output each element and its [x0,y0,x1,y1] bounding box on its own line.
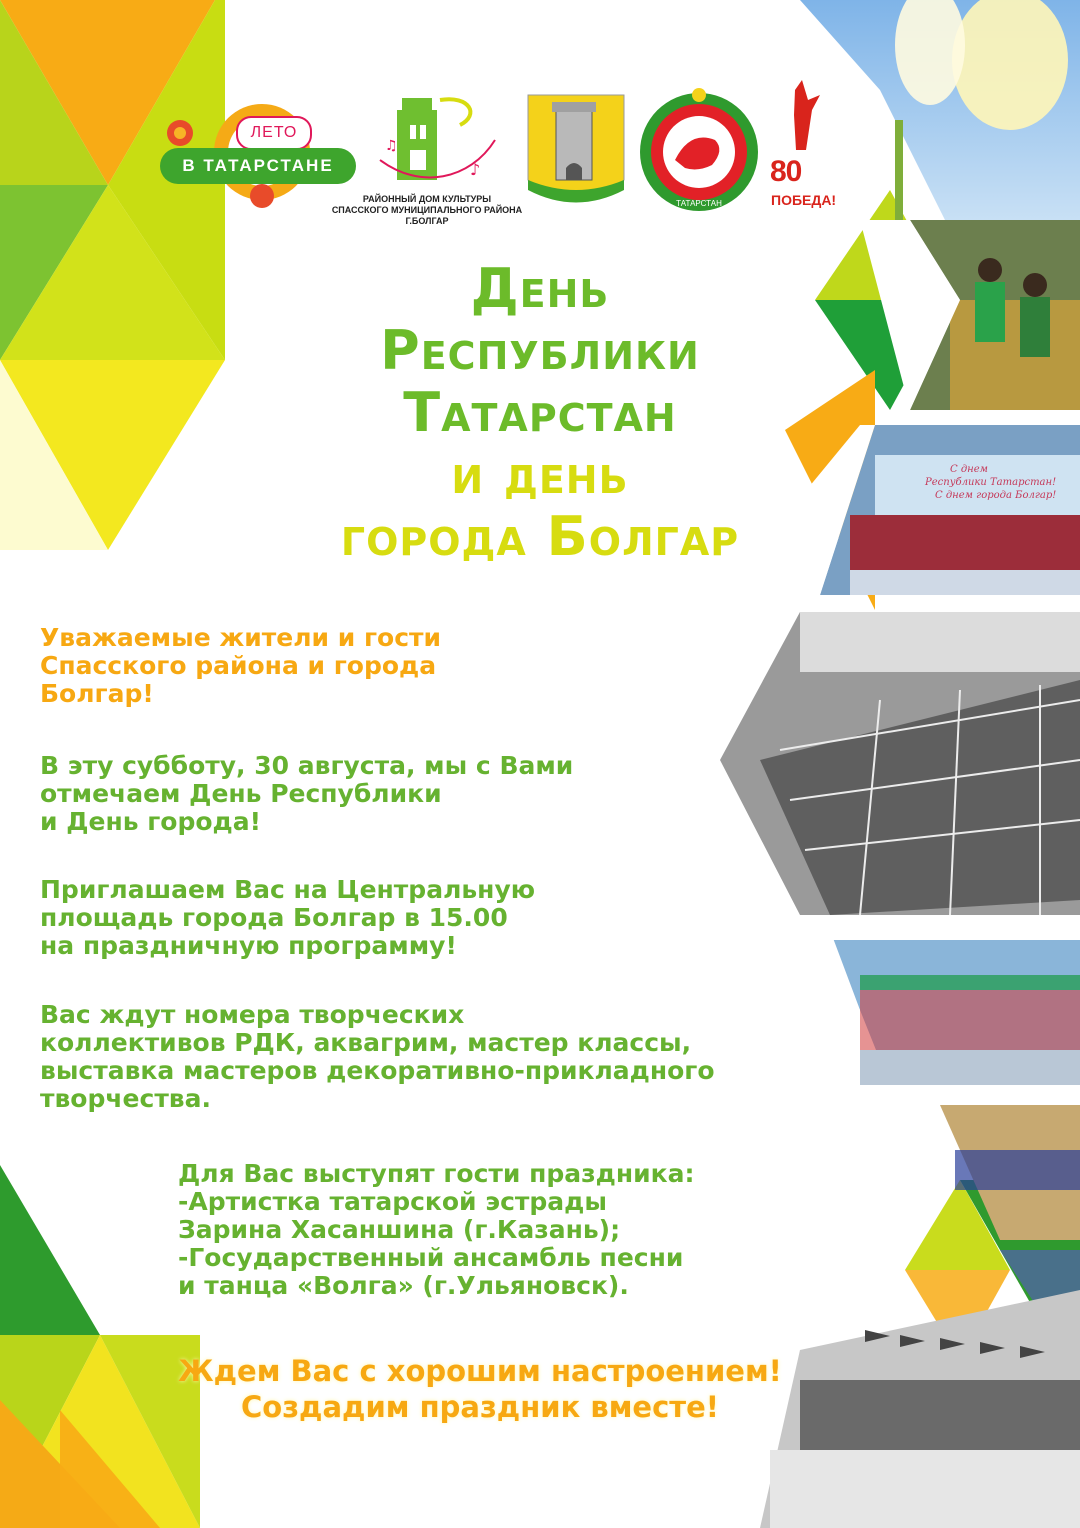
invite-paragraph: Приглашаем Вас на Центральную площадь города Болгар в 15.00 на праздничную программу! [40,875,536,960]
title-line-5: города Болгар [340,505,740,568]
photo-banner-text-1: С днем [950,464,988,475]
tatarstan-emblem [640,88,758,211]
title-line-1: День [470,257,610,320]
leto-badge: ЛЕТО [236,116,312,150]
photo-banner-text-3: С днем города Болгар! [935,490,1057,501]
pobeda-logo [794,80,820,150]
rdk-logo [380,98,495,180]
closing-line-2: Создадим праздник вместе! [241,1390,719,1424]
greeting-paragraph: Уважаемые жители и гости Спасского района и города Болгар! [40,623,442,708]
leto-main-badge: В ТАТАРСТАНЕ [160,148,356,184]
bolgar-coat-of-arms [528,95,624,203]
title-line-3: Татарстан [403,381,677,444]
closing-line-1: Ждем Вас с хорошим настроением! [178,1354,782,1388]
pobeda-text: ПОБЕДА! [771,192,837,208]
title-line-2: Республики [380,319,700,382]
program-paragraph: Вас ждут номера творческих коллективов РДК, аквагрим, мастер классы, выставка мастеров декоративно-прикладного творчества. [40,1000,715,1113]
leto-sun-icon [250,184,274,208]
pobeda-number: 80 [770,155,802,188]
title-line-4: и день [451,443,629,506]
guests-paragraph: Для Вас выступят гости праздника: -Артистка татарской эстрады Зарина Хасаншина (г.Казань); -Государственный ансамбль песни и танца «Волга» (г.Ульяновск). [178,1159,695,1300]
rdk-caption-line1: РАЙОННЫЙ ДОМ КУЛЬТУРЫ [362,194,492,204]
page-title [160,258,920,568]
photo-banner-text-2: Республики Татарстан! [925,477,1057,488]
rdk-caption-line2: СПАССКОГО МУНИЦИПАЛЬНОГО РАЙОНА Г.БОЛГАР [331,205,523,226]
rdk-caption [322,194,532,227]
svg-text:♪: ♪ [470,160,481,179]
svg-text:♫: ♫ [385,138,398,154]
emblem-text: ТАТАРСТАН [676,199,722,208]
announce-paragraph: В эту субботу, 30 августа, мы с Вами отмечаем День Республики и День города! [40,751,574,836]
